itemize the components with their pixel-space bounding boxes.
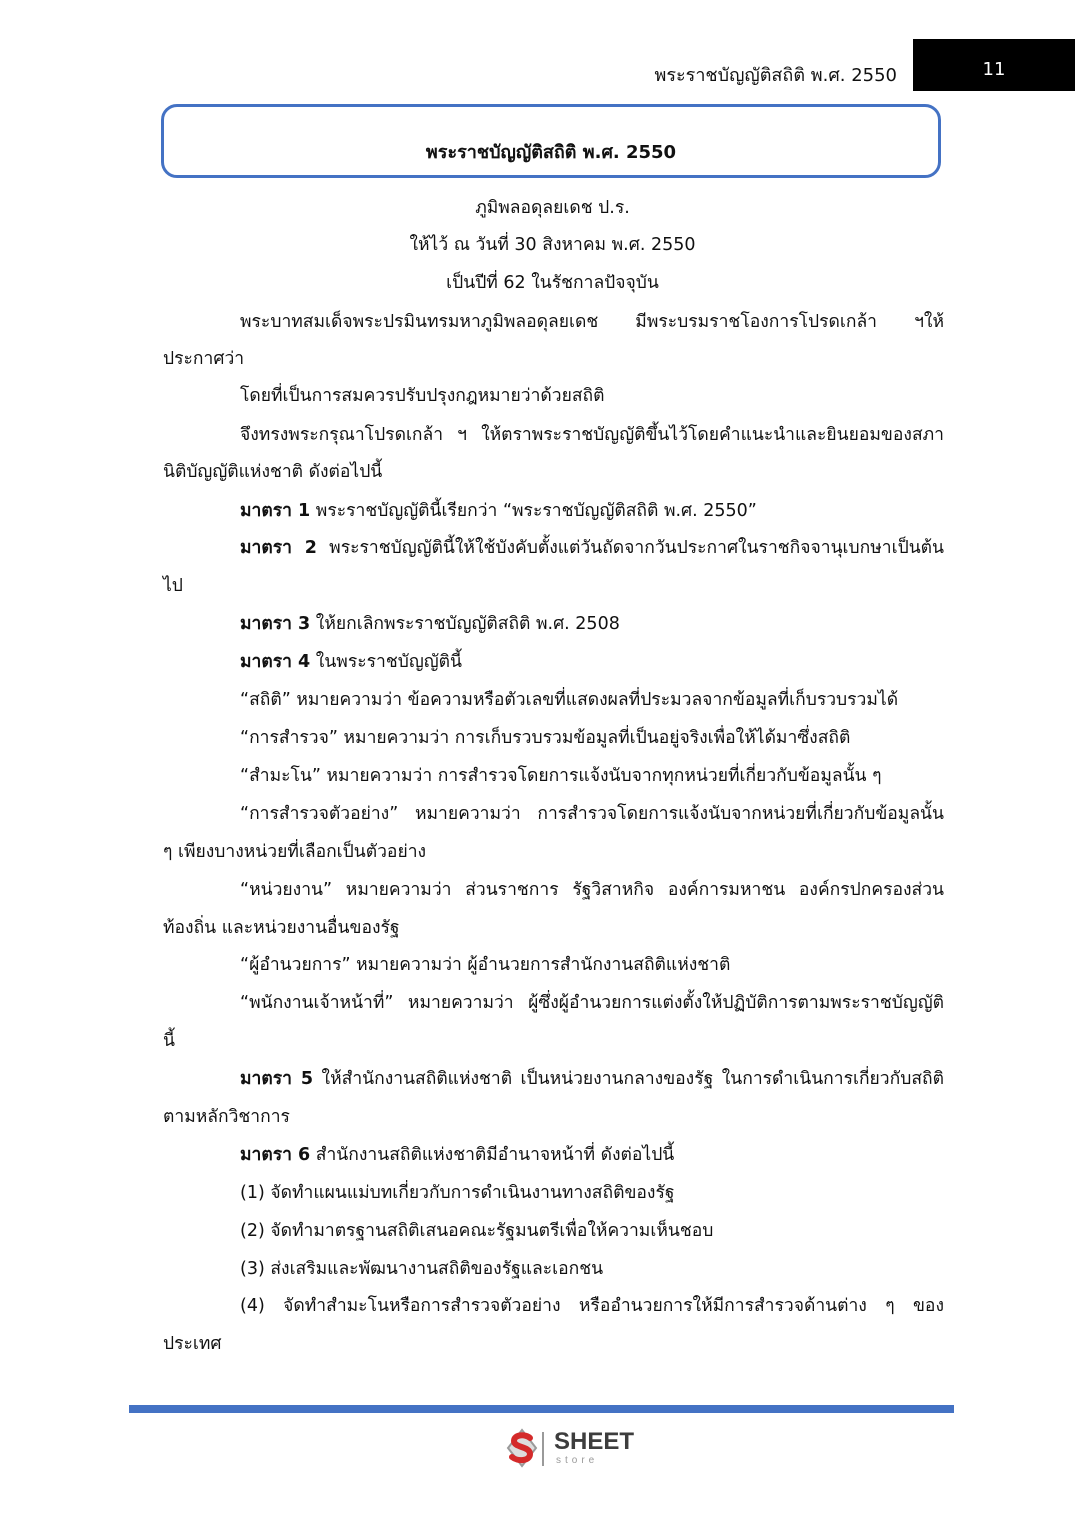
section-5-line-1 (240, 1067, 944, 1091)
definition-officer-line-1: “พนักงานเจ้าหน้าที่” หมายความว่า ผู้ซึ่งผู้อำนวยการแต่งตั้งให้ปฏิบัติการตามพระราชบัญญัติ (240, 993, 944, 1013)
document-title: พระราชบัญญัติสถิติ พ.ศ. 2550 (425, 142, 677, 163)
section-5-label: มาตรา 5 (240, 1069, 314, 1089)
section-4-label: มาตรา 4 (240, 652, 311, 672)
duty-item-1: (1) จัดทำแผนแม่บทเกี่ยวกับการดำเนินงานทางสถิติของรัฐ (240, 1183, 675, 1203)
enactment-line-2: นิติบัญญัติแห่งชาติ ดังต่อไปนี้ (163, 462, 383, 482)
section-6-label: มาตรา 6 (240, 1145, 311, 1165)
royal-signature: ภูมิพลอดุลยเดช ป.ร. (475, 198, 630, 218)
section-3-label: มาตรา 3 (240, 614, 311, 634)
sheet-store-logo (498, 1426, 648, 1471)
definition-sample-survey-line-1: “การสำรวจตัวอย่าง” หมายความว่า การสำรวจโดยการแจ้งนับจากหน่วยที่เกี่ยวกับข้อมูลนั้น (240, 804, 944, 824)
definition-officer-line-2: นี้ (163, 1031, 175, 1051)
section-2-line-2: ไป (163, 576, 183, 596)
duty-item-2: (2) จัดทำมาตรฐานสถิติเสนอคณะรัฐมนตรีเพื่อให้ความเห็นชอบ (240, 1221, 714, 1241)
preamble-line-2: ประกาศว่า (163, 349, 245, 369)
duty-item-3: (3) ส่งเสริมและพัฒนางานสถิติของรัฐและเอกชน (240, 1259, 604, 1279)
section-3-text: ให้ยกเลิกพระราชบัญญัติสถิติ พ.ศ. 2508 (310, 614, 620, 634)
section-2-label: มาตรา 2 (240, 538, 317, 558)
given-date: ให้ไว้ ณ วันที่ 30 สิงหาคม พ.ศ. 2550 (409, 235, 696, 255)
section-2-line-1 (240, 536, 944, 560)
definition-director: “ผู้อำนวยการ” หมายความว่า ผู้อำนวยการสำนักงานสถิติแห่งชาติ (240, 955, 731, 975)
duty-item-4-line-2: ประเทศ (163, 1334, 222, 1354)
definition-agency-line-1: “หน่วยงาน” หมายความว่า ส่วนราชการ รัฐวิสาหกิจ องค์การมหาชน องค์กรปกครองส่วน (240, 880, 944, 900)
running-header-title: พระราชบัญญัติสถิติ พ.ศ. 2550 (654, 65, 897, 86)
section-1-label: มาตรา 1 (240, 501, 311, 521)
page-number: 11 (982, 59, 1006, 80)
section-5-text: ให้สำนักงานสถิติแห่งชาติ เป็นหน่วยงานกลางของรัฐ ในการดำเนินการเกี่ยวกับสถิติ (313, 1069, 944, 1089)
section-3 (240, 612, 620, 636)
logo-wordmark: SHEET (554, 1428, 635, 1455)
definition-agency-line-2: ท้องถิ่น และหน่วยงานอื่นของรัฐ (163, 918, 400, 938)
document-title-box (161, 104, 941, 178)
section-4 (240, 650, 462, 674)
section-2-text: พระราชบัญญัตินี้ให้ใช้บังคับตั้งแต่วันถัดจากวันประกาศในราชกิจจานุเบกษาเป็นต้น (316, 538, 944, 558)
section-6 (240, 1143, 674, 1167)
section-5-line-2: ตามหลักวิชาการ (163, 1107, 290, 1127)
logo-subtext: store (556, 1455, 599, 1466)
reign-year: เป็นปีที่ 62 ในรัชกาลปัจจุบัน (446, 273, 659, 293)
section-6-text: สำนักงานสถิติแห่งชาติมีอำนาจหน้าที่ ดังต่อไปนี้ (310, 1145, 675, 1165)
sheet-s-logo-icon (498, 1426, 546, 1470)
page-number-box (913, 39, 1075, 91)
enactment-line-1: จึงทรงพระกรุณาโปรดเกล้า ฯ ให้ตราพระราชบัญญัติขึ้นไว้โดยคำแนะนำและยินยอมของสภา (240, 425, 944, 445)
definition-sample-survey-line-2: ๆ เพียงบางหน่วยที่เลือกเป็นตัวอย่าง (163, 842, 427, 862)
preamble-reason: โดยที่เป็นการสมควรปรับปรุงกฎหมายว่าด้วยสถิติ (240, 386, 605, 406)
footer-rule (129, 1405, 954, 1413)
definition-statistics: “สถิติ” หมายความว่า ข้อความหรือตัวเลขที่แสดงผลที่ประมวลจากข้อมูลที่เก็บรวบรวมได้ (240, 690, 899, 710)
definition-census: “สำมะโน” หมายความว่า การสำรวจโดยการแจ้งนับจากทุกหน่วยที่เกี่ยวกับข้อมูลนั้น ๆ (240, 766, 882, 786)
definition-survey: “การสำรวจ” หมายความว่า การเก็บรวบรวมข้อมูลที่เป็นอยู่จริงเพื่อให้ได้มาซึ่งสถิติ (240, 728, 851, 748)
preamble-line-1: พระบาทสมเด็จพระปรมินทรมหาภูมิพลอดุลยเดช มีพระบรมราชโองการโปรดเกล้า ฯให้ (240, 312, 944, 332)
duty-item-4-line-1: (4) จัดทำสำมะโนหรือการสำรวจตัวอย่าง หรืออำนวยการให้มีการสำรวจด้านต่าง ๆ ของ (240, 1296, 944, 1316)
section-1-text: พระราชบัญญัตินี้เรียกว่า “พระราชบัญญัติสถิติ พ.ศ. 2550” (310, 501, 757, 521)
section-1 (240, 499, 757, 523)
section-4-text: ในพระราชบัญญัตินี้ (310, 652, 463, 672)
